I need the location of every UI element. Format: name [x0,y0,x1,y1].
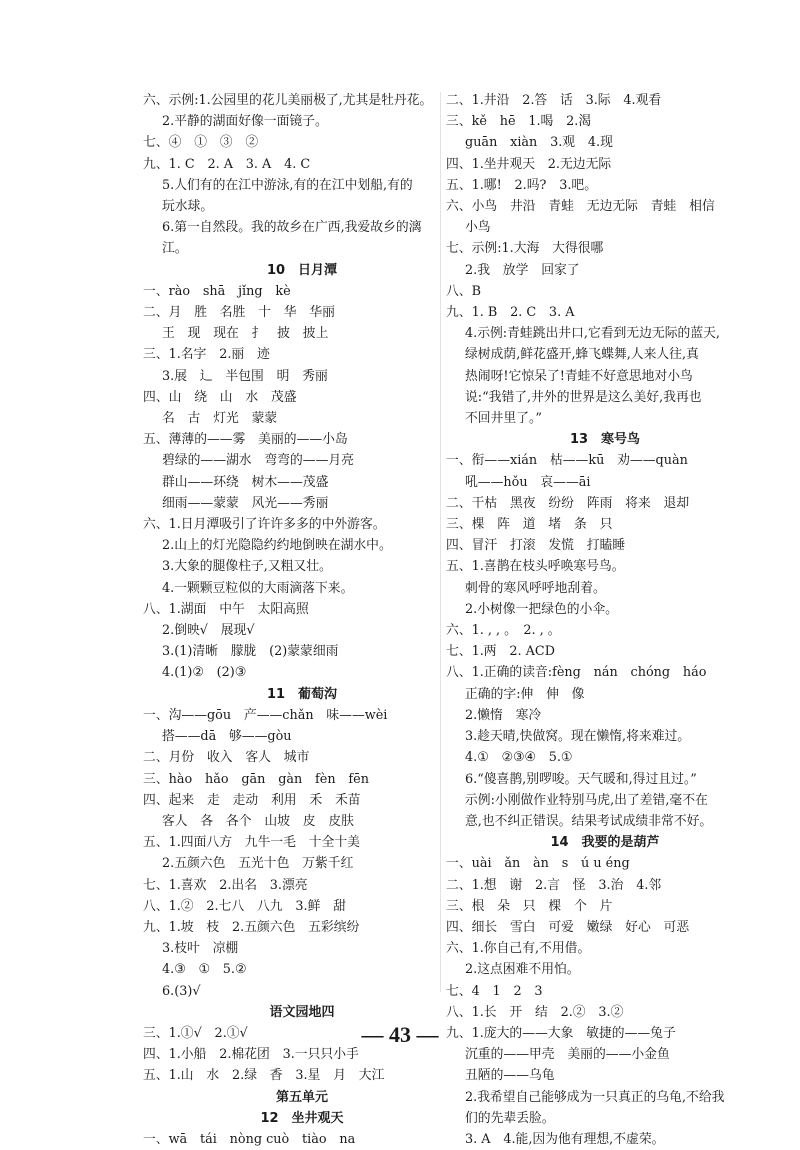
answer-line: 六、1.日月潭吸引了许许多多的中外游客。 [143,517,386,533]
section-heading: 12 坐井观天 [260,1110,344,1126]
answer-line: 细雨——蒙蒙 风光——秀丽 [162,495,329,511]
answer-line: 说:“我错了,井外的世界是这么美好,我再也 [465,389,702,405]
answer-line: 二、月份 收入 客人 城市 [143,750,310,766]
answer-line: 九、1.庞大的——大象 敏捷的——兔子 [446,1025,676,1041]
answer-line: 二、1.想 谢 2.言 怪 3.治 4.邻 [446,877,662,893]
answer-line: 六、示例:1.公园里的花儿美丽极了,尤其是牡丹花。 [143,93,433,108]
answer-line: 3.展 辶 半包围 明 秀丽 [162,368,328,384]
answer-line: 4.示例:青蛙跳出井口,它看到无边无际的蓝天, [465,326,721,342]
right-column [446,90,764,1150]
answer-line: 6.第一自然段。我的故乡在广西,我爱故乡的漓 [162,220,422,236]
answer-line: 3.枝叶 凉棚 [162,941,239,957]
answer-line: 沉重的——甲壳 美丽的——小金鱼 [465,1047,670,1063]
answer-line: 三、hào hǎo gān gàn fèn fēn [143,771,369,787]
answer-line: 七、④ ① ③ ② [143,135,259,151]
answer-line: 2.倒映√ 展现√ [162,623,255,639]
answer-line: 四、1.小船 2.棉花团 3.一只只小手 [143,1047,359,1063]
answer-line: 丑陋的——乌龟 [465,1068,555,1084]
section-heading: 14 我要的是葫芦 [550,835,660,851]
answer-line: 2.我希望自己能够成为一只真正的乌龟,不给我 [465,1089,725,1105]
answer-line: 3. A 4.能,因为他有理想,不虚荣。 [465,1131,665,1147]
answer-line: 名 古 灯光 蒙蒙 [162,411,278,427]
answer-line: 4.(1)② (2)③ [162,665,247,681]
answer-line: 刺骨的寒风呼呼地刮着。 [465,580,606,596]
answer-line: 搭——dā 够——gòu [162,729,292,745]
answer-line: 2.山上的灯光隐隐约约地倒映在湖水中。 [162,538,392,554]
answer-line: 五、1.哪! 2.吗? 3.吧。 [446,177,598,193]
answer-line: 三、根 朵 只 棵 个 片 [446,898,613,914]
answer-line: 正确的字:伸 伸 像 [465,686,585,702]
answer-line: 江。 [162,241,188,257]
answer-line: 二、干枯 黑夜 纷纷 阵雨 将来 退却 [446,495,690,511]
left-column [143,90,461,1150]
answer-line: 五、1.山 水 2.绿 香 3.星 月 大江 [143,1068,385,1084]
answer-line: 2.懒惰 寒冷 [465,707,542,723]
answer-line: 六、1. , , 。 2. , 。 [446,623,561,639]
answer-line: 2.平静的湖面好像一面镜子。 [162,114,328,130]
answer-line: 4.③ ① 5.② [162,962,247,978]
answer-line: 七、示例:1.大海 大得很哪 [446,241,604,257]
section-heading: 13 寒号鸟 [569,432,641,448]
answer-line: 七、1.喜欢 2.出名 3.漂亮 [143,877,308,893]
answer-line: 3.大象的腿像柱子,又粗又壮。 [162,559,332,575]
answer-line: 三、1.名字 2.丽 迹 [143,347,270,363]
answer-line: 八、1.湖面 中午 太阳高照 [143,601,309,617]
answer-line: 三、1.①√ 2.①√ [143,1025,248,1041]
answer-line: 五、1.四面八方 九牛一毛 十全十美 [143,835,360,851]
answer-line: 三、棵 阵 道 堵 条 只 [446,517,613,533]
answer-line: 2.这点困难不用怕。 [465,962,580,978]
answer-line: 七、4 1 2 3 [446,983,543,999]
answer-line: 意,也不纠正错误。结果考试成绩非常不好。 [465,813,713,829]
answer-line: 八、1.正确的读音:fèng nán chóng háo [446,665,707,681]
answer-line: 2.小树像一把绿色的小伞。 [465,601,618,617]
section-heading: 语文园地四 [269,1004,335,1020]
answer-line: 一、沟——gōu 产——chǎn 味——wèi [143,707,388,723]
answer-line: 王 现 现在 扌 披 披上 [162,326,329,342]
answer-line: 5.人们有的在江中游泳,有的在江中划船,有的 [162,177,413,193]
answer-line: 碧绿的——湖水 弯弯的——月亮 [162,453,354,469]
answer-line: 群山——环绕 树木——茂盛 [162,474,329,490]
answer-line: 四、1.坐井观天 2.无边无际 [446,156,612,172]
answer-line: 2.五颜六色 五光十色 万紫千红 [162,856,354,872]
answer-line: guān xiàn 3.观 4.现 [465,135,613,151]
answer-line: 六、小鸟 井沿 青蛙 无边无际 青蛙 相信 [446,199,715,215]
answer-line: 4.一颗颗豆粒似的大雨滴落下来。 [162,580,354,596]
answer-line: 四、冒汗 打滚 发慌 打瞌睡 [446,538,626,554]
answer-line: 五、1.喜鹊在枝头呼唤寒号鸟。 [446,559,625,575]
answer-line: 3.趁天晴,快做窝。现在懒惰,将来难过。 [465,729,691,745]
answer-line: 七、1.两 2. ACD [446,644,555,660]
answer-line: 二、1.井沿 2.答 话 3.际 4.观看 [446,93,662,108]
answer-line: 八、1.② 2.七八 八九 3.鲜 甜 [143,898,346,914]
answer-line: 三、kě hē 1.喝 2.渴 [446,114,592,130]
answer-line: 六、1.你自己有,不用借。 [446,941,591,957]
answer-line: 四、起来 走 走动 利用 禾 禾苗 [143,792,361,808]
answer-line: 玩水球。 [162,199,214,215]
answer-line: 一、衔——xián 枯——kū 劝——quàn [446,453,688,469]
answer-line: 九、1. B 2. C 3. A [446,305,575,321]
section-heading: 11 葡萄沟 [266,686,338,702]
answer-line: 五、薄薄的——雾 美丽的——小岛 [143,432,348,448]
answer-line: 一、wā tái nòng cuò tiào na [143,1131,356,1147]
answer-line: 八、B [446,283,481,299]
answer-line: 二、月 胜 名胜 十 华 华丽 [143,305,335,321]
answer-line: 吼——hǒu 哀——āi [465,474,591,490]
page-number: — 43 — [361,1022,439,1047]
answer-line: 客人 各 各个 山坡 皮 皮肤 [162,813,354,829]
answer-line: 小鸟 [465,220,491,236]
answer-line: 一、uài ǎn àn s ú u éng [446,856,630,872]
answer-line: 示例:小刚做作业特别马虎,出了差错,毫不在 [465,792,708,808]
answer-line: 们的先辈丢脸。 [465,1110,555,1126]
section-heading: 第五单元 [275,1089,328,1105]
answer-line: 绿树成荫,鲜花盛开,蜂飞蝶舞,人来人往,真 [465,347,699,363]
answer-line: 6.(3)√ [162,983,201,999]
answer-line: 四、细长 雪白 可爱 嫩绿 好心 可恶 [446,919,690,935]
section-heading: 10 日月潭 [266,262,338,278]
answer-line: 4.① ②③④ 5.① [465,750,573,766]
answer-line: 3.(1)清晰 朦胧 (2)蒙蒙细雨 [162,644,339,660]
answer-line: 6.“傻喜鹊,别啰唆。天气暖和,得过且过。” [465,771,697,787]
answer-line: 一、rào shā jǐng kè [143,283,291,299]
answer-line: 热闹呀!它惊呆了!青蛙不好意思地对小鸟 [465,368,693,384]
answer-line: 九、1. C 2. A 3. A 4. C [143,156,311,172]
answer-line: 九、1.坡 枝 2.五颜六色 五彩缤纷 [143,919,360,935]
answer-line: 八、1.长 开 结 2.② 3.② [446,1004,624,1020]
answer-line: 不回井里了。” [465,411,542,427]
answer-line: 四、山 绕 山 水 茂盛 [143,389,297,405]
answer-line: 2.我 放学 回家了 [465,262,580,278]
